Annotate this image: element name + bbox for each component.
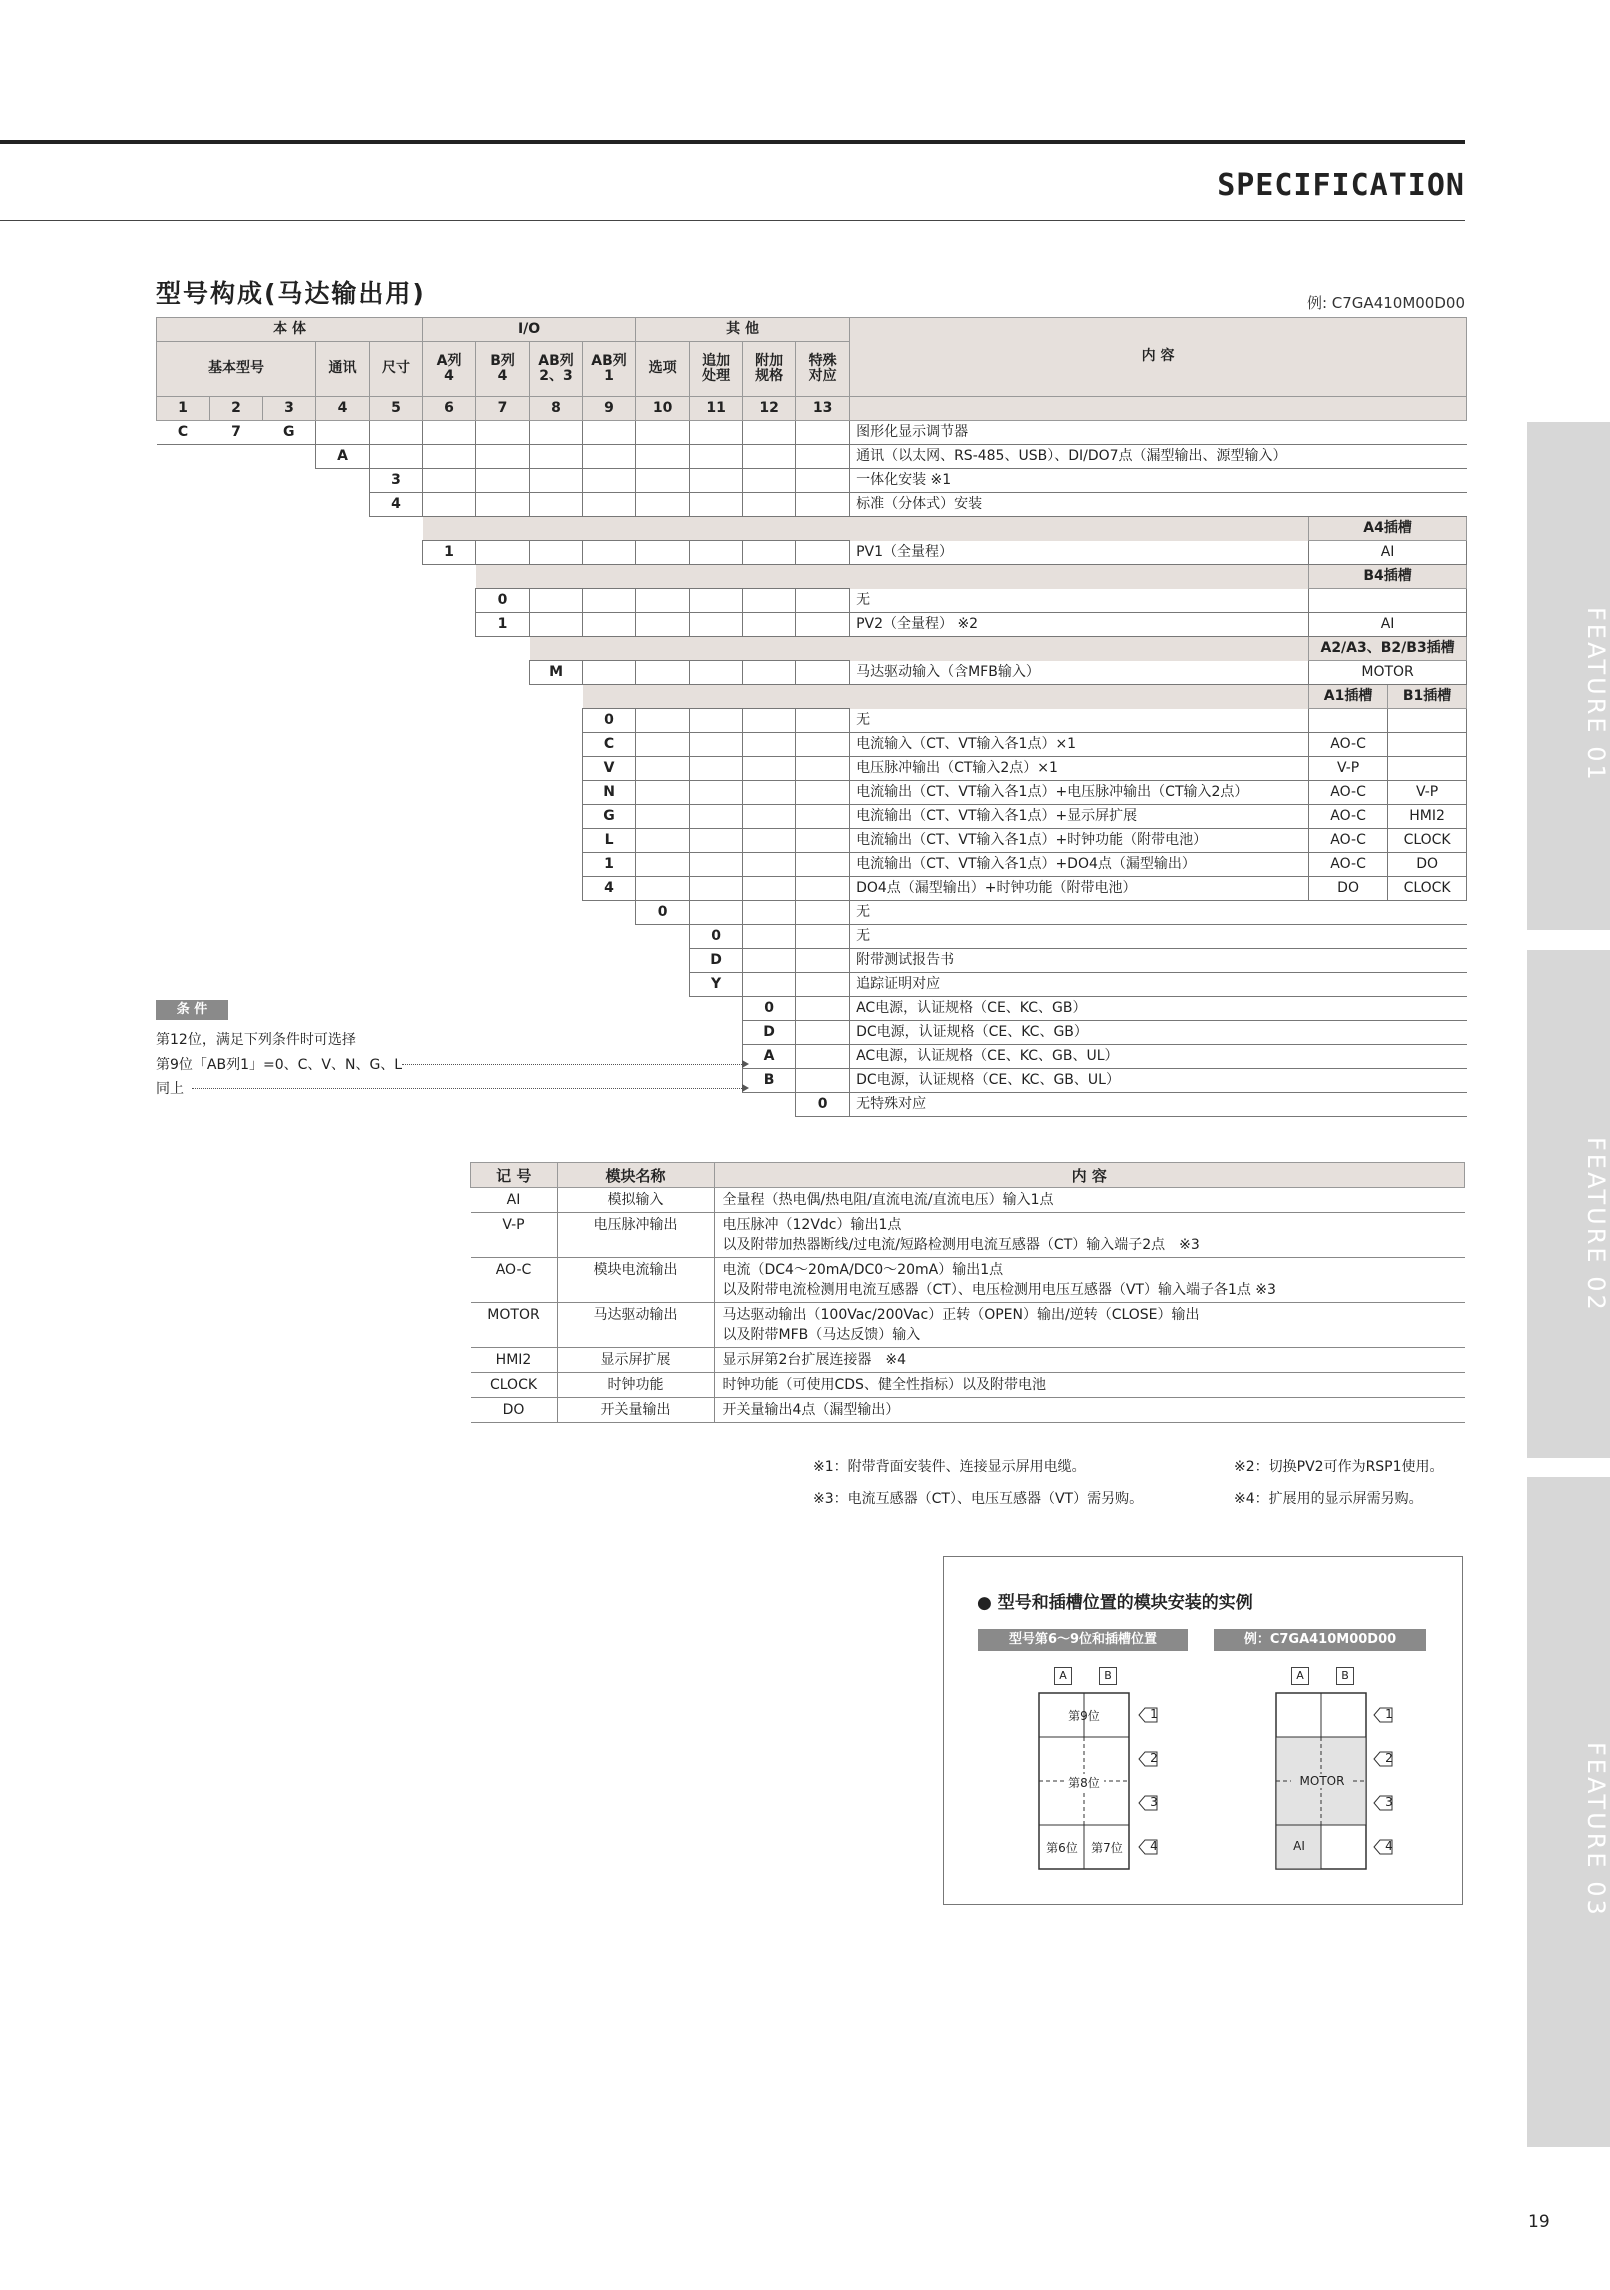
table-row (471, 1348, 1465, 1373)
code-cell: D (743, 1021, 796, 1045)
slot-header: A2/A3、B2/B3插槽 (1309, 637, 1467, 661)
desc-cell: 标准（分体式）安装 (850, 493, 1467, 517)
slot-number-1: 1 (1385, 1707, 1393, 1721)
group-header-other: 其 他 (636, 318, 850, 342)
slot-a-cell: AO-C (1309, 805, 1388, 829)
desc-cell: DO4点（漏型输出）+时钟功能（附带电池） (850, 877, 1309, 901)
desc-cell: PV1（全量程） (850, 541, 1309, 565)
desc-cell: 电流输出（CT、VT输入各1点）+电压脉冲输出（CT输入2点） (850, 781, 1309, 805)
table-row (157, 781, 1467, 805)
slot-b-cell (1388, 733, 1467, 757)
slot-label-6: 第6位 (1046, 1841, 1078, 1855)
desc-cell: 电流输出（CT、VT输入各1点）+时钟功能（附带电池） (850, 829, 1309, 853)
slot-number-1: 1 (1150, 1707, 1158, 1721)
pos-num: 2 (210, 397, 263, 421)
pos-num: 9 (583, 397, 636, 421)
module-symbol: AO-C (471, 1258, 558, 1303)
pos-num-blank (850, 397, 1467, 421)
group-header-io: I/O (423, 318, 636, 342)
slot-number-3: 3 (1150, 1795, 1158, 1809)
module-header-content: 内 容 (714, 1163, 1465, 1188)
page-header-title: SPECIFICATION (1217, 168, 1465, 203)
col-header-b-col: B列 4 (476, 342, 530, 397)
side-tab-label: FEATURE 03 (1582, 1742, 1610, 1918)
table-row (157, 1093, 1467, 1117)
module-desc: 时钟功能（可使用CDS、健全性指标）以及附带电池 (714, 1373, 1465, 1398)
col-header-comm: 通讯 (316, 342, 370, 397)
code-cell: 4 (583, 877, 636, 901)
condition-line-2: 第9位「AB列1」=0、C、V、N、G、L (156, 1057, 403, 1073)
desc-cell: AC电源，认证规格（CE、KC、GB） (850, 997, 1467, 1021)
slot-b-cell: CLOCK (1388, 877, 1467, 901)
table-row (157, 853, 1467, 877)
code-cell: C (157, 421, 210, 445)
module-name: 时钟功能 (557, 1373, 714, 1398)
desc-cell: DC电源，认证规格（CE、KC、GB） (850, 1021, 1467, 1045)
table-row (157, 661, 1467, 685)
col-header-ab-23: AB列 2、3 (530, 342, 583, 397)
code-cell: 0 (476, 589, 530, 613)
slot-header: B1插槽 (1388, 685, 1467, 709)
module-table (470, 1162, 1465, 1423)
col-header-ab-1: AB列 1 (583, 342, 636, 397)
module-symbol: HMI2 (471, 1348, 558, 1373)
condition-line-1: 第12位，满足下列条件时可选择 (156, 1032, 356, 1048)
table-row (157, 997, 1467, 1021)
table-row (157, 805, 1467, 829)
desc-cell: 电流输出（CT、VT输入各1点）+DO4点（漏型输出） (850, 853, 1309, 877)
table-row (471, 1213, 1465, 1258)
desc-cell: 无 (850, 709, 1309, 733)
slot-cell: AI (1309, 613, 1467, 637)
slot-number-2: 2 (1385, 1751, 1393, 1765)
slot-a-cell: AO-C (1309, 781, 1388, 805)
pos-num: 11 (690, 397, 743, 421)
module-name: 模拟输入 (557, 1188, 714, 1213)
table-row (157, 469, 1467, 493)
condition-line-3: 同上 (156, 1081, 184, 1097)
code-cell: M (530, 661, 583, 685)
panel-right-header: 例：C7GA410M00D00 (1214, 1629, 1426, 1651)
slot-header-row (157, 517, 1467, 541)
code-cell: 0 (796, 1093, 850, 1117)
slot-number-4: 4 (1150, 1839, 1158, 1853)
col-header-extra-process: 追加 处理 (690, 342, 743, 397)
module-symbol: CLOCK (471, 1373, 558, 1398)
table-row (157, 445, 1467, 469)
footnote-4: ※4：扩展用的显示屏需另购。 (1234, 1491, 1423, 1507)
pos-num: 12 (743, 397, 796, 421)
desc-cell: 通讯（以太网、RS-485、USB）、DI/DO7点（漏型输出、源型输入） (850, 445, 1467, 469)
module-desc: 电流（DC4～20mA/DC0～20mA）输出1点 以及附带电流检测用电流互感器（CT）、电压检测用电压互感器（VT）输入端子各1点 ※3 (714, 1258, 1465, 1303)
module-symbol: V-P (471, 1213, 558, 1258)
desc-cell: 无特殊对应 (850, 1093, 1467, 1117)
code-cell: B (743, 1069, 796, 1093)
table-row (157, 493, 1467, 517)
panel-left-header: 型号第6～9位和插槽位置 (978, 1629, 1188, 1651)
slot-header-row (157, 565, 1467, 589)
table-row (157, 613, 1467, 637)
col-header-additional-spec: 附加 规格 (743, 342, 796, 397)
module-name: 模块电流输出 (557, 1258, 714, 1303)
slot-header-row (157, 637, 1467, 661)
table-row (157, 973, 1467, 997)
pos-num: 13 (796, 397, 850, 421)
module-name: 电压脉冲输出 (557, 1213, 714, 1258)
table-row (157, 421, 1467, 445)
slot-label-ai: AI (1293, 1839, 1305, 1853)
code-cell: 7 (210, 421, 263, 445)
desc-cell: 马达驱动输入（含MFB输入） (850, 661, 1309, 685)
code-cell: 0 (690, 925, 743, 949)
slot-number-4: 4 (1385, 1839, 1393, 1853)
code-cell: A (316, 445, 370, 469)
slot-b-cell: HMI2 (1388, 805, 1467, 829)
code-cell: A (743, 1045, 796, 1069)
slot-a-cell: V-P (1309, 757, 1388, 781)
arrow-head (742, 1060, 749, 1068)
slot-cell: MOTOR (1309, 661, 1467, 685)
model-structure-table (156, 317, 1467, 1117)
code-cell: 1 (583, 853, 636, 877)
desc-cell: 附带测试报告书 (850, 949, 1467, 973)
table-row (157, 877, 1467, 901)
code-cell: 0 (583, 709, 636, 733)
slot-label-9: 第9位 (1068, 1709, 1100, 1723)
group-header-body: 本 体 (157, 318, 423, 342)
header-bottom-rule (0, 220, 1465, 221)
col-letter-a: A (1291, 1667, 1309, 1685)
col-letter-a: A (1054, 1667, 1072, 1685)
desc-cell: 追踪证明对应 (850, 973, 1467, 997)
code-cell: 1 (423, 541, 476, 565)
code-cell: C (583, 733, 636, 757)
slot-header-row (157, 685, 1467, 709)
desc-cell: 电压脉冲输出（CT输入2点）×1 (850, 757, 1309, 781)
desc-cell: 无 (850, 589, 1309, 613)
code-cell: V (583, 757, 636, 781)
module-symbol: DO (471, 1398, 558, 1423)
conditions-label: 条 件 (156, 1000, 228, 1020)
col-header-a-col: A列 4 (423, 342, 476, 397)
footnote-2: ※2：切换PV2可作为RSP1使用。 (1234, 1459, 1444, 1475)
col-header-option: 选项 (636, 342, 690, 397)
module-desc: 电压脉冲（12Vdc）输出1点 以及附带加热器断线/过电流/短路检测用电流互感器（CT）输入端子2点 ※3 (714, 1213, 1465, 1258)
desc-cell: 一体化安装 ※1 (850, 469, 1467, 493)
code-cell: G (263, 421, 316, 445)
table-row (471, 1398, 1465, 1423)
module-desc: 马达驱动输出（100Vac/200Vac）正转（OPEN）输出/逆转（CLOSE）输出 以及附带MFB（马达反馈）输入 (714, 1303, 1465, 1348)
slot-a-cell: AO-C (1309, 829, 1388, 853)
slot-b-cell: DO (1388, 853, 1467, 877)
table-row (157, 589, 1467, 613)
code-cell: 0 (743, 997, 796, 1021)
col-header-size: 尺寸 (370, 342, 423, 397)
table-row (471, 1258, 1465, 1303)
module-header-symbol: 记 号 (471, 1163, 558, 1188)
slot-label-7: 第7位 (1091, 1841, 1123, 1855)
slot-cell: AI (1309, 541, 1467, 565)
footnote-3: ※3：电流互感器（CT）、电压互感器（VT）需另购。 (813, 1491, 1144, 1507)
module-symbol: MOTOR (471, 1303, 558, 1348)
table-row (157, 901, 1467, 925)
header-top-rule (0, 140, 1465, 144)
arrow-head (742, 1084, 749, 1092)
slot-a-cell: AO-C (1309, 733, 1388, 757)
pos-num: 7 (476, 397, 530, 421)
code-cell: 4 (370, 493, 423, 517)
module-symbol: AI (471, 1188, 558, 1213)
desc-cell: 电流输出（CT、VT输入各1点）+显示屏扩展 (850, 805, 1309, 829)
slot-number-2: 2 (1150, 1751, 1158, 1765)
slot-b-cell (1388, 757, 1467, 781)
table-row (157, 541, 1467, 565)
desc-cell: PV2（全量程） ※2 (850, 613, 1309, 637)
pos-num: 10 (636, 397, 690, 421)
code-cell: L (583, 829, 636, 853)
table-row (157, 829, 1467, 853)
table-row (471, 1373, 1465, 1398)
leader-line (192, 1088, 742, 1089)
pos-num: 8 (530, 397, 583, 421)
code-cell: 0 (636, 901, 690, 925)
slot-a-cell: AO-C (1309, 853, 1388, 877)
slot-b-cell: V-P (1388, 781, 1467, 805)
module-name: 显示屏扩展 (557, 1348, 714, 1373)
desc-cell: 无 (850, 925, 1467, 949)
slot-header: A4插槽 (1309, 517, 1467, 541)
slot-header: A1插槽 (1309, 685, 1388, 709)
table-row (157, 949, 1467, 973)
side-tab-label: FEATURE 02 (1582, 1137, 1610, 1313)
desc-cell: AC电源，认证规格（CE、KC、GB、UL） (850, 1045, 1467, 1069)
footnote-1: ※1：附带背面安装件、连接显示屏用电缆。 (813, 1459, 1086, 1475)
desc-cell: 图形化显示调节器 (850, 421, 1467, 445)
content-header: 内 容 (850, 318, 1467, 397)
module-desc: 显示屏第2台扩展连接器 ※4 (714, 1348, 1465, 1373)
page-number: 19 (1528, 2212, 1550, 2232)
table-row (471, 1303, 1465, 1348)
table-row (157, 733, 1467, 757)
slot-label-motor: MOTOR (1291, 1774, 1353, 1788)
slot-label-8: 第8位 (1064, 1774, 1104, 1791)
table-row (471, 1188, 1465, 1213)
module-header-name: 模块名称 (557, 1163, 714, 1188)
desc-cell: 无 (850, 901, 1467, 925)
desc-cell: DC电源，认证规格（CE、KC、GB、UL） (850, 1069, 1467, 1093)
pos-num: 3 (263, 397, 316, 421)
pos-num: 1 (157, 397, 210, 421)
table-row (157, 709, 1467, 733)
code-cell: N (583, 781, 636, 805)
module-desc: 开关量输出4点（漏型输出） (714, 1398, 1465, 1423)
code-cell: Y (690, 973, 743, 997)
section-title: 型号构成(马达输出用) (156, 279, 426, 308)
desc-cell: 电流输入（CT、VT输入各1点）×1 (850, 733, 1309, 757)
col-header-special: 特殊 对应 (796, 342, 850, 397)
col-letter-b: B (1099, 1667, 1117, 1685)
pos-num: 5 (370, 397, 423, 421)
col-letter-b: B (1336, 1667, 1354, 1685)
slot-diagram (943, 1660, 1461, 1900)
slot-a-cell: DO (1309, 877, 1388, 901)
pos-num: 6 (423, 397, 476, 421)
module-name: 开关量输出 (557, 1398, 714, 1423)
slot-header: B4插槽 (1309, 565, 1467, 589)
module-desc: 全量程（热电偶/热电阻/直流电流/直流电压）输入1点 (714, 1188, 1465, 1213)
example-model-code: 例: C7GA410M00D00 (1306, 294, 1465, 312)
side-tab-label: FEATURE 01 (1582, 607, 1610, 783)
panel-title: ● 型号和插槽位置的模块安装的实例 (977, 1593, 1253, 1613)
slot-number-3: 3 (1385, 1795, 1393, 1809)
pos-num: 4 (316, 397, 370, 421)
slot-b-cell: CLOCK (1388, 829, 1467, 853)
code-cell: D (690, 949, 743, 973)
table-row (157, 925, 1467, 949)
code-cell: 1 (476, 613, 530, 637)
code-cell: 3 (370, 469, 423, 493)
leader-line (402, 1064, 742, 1065)
table-row (157, 757, 1467, 781)
col-header-basic-model: 基本型号 (157, 342, 316, 397)
code-cell: G (583, 805, 636, 829)
module-name: 马达驱动输出 (557, 1303, 714, 1348)
